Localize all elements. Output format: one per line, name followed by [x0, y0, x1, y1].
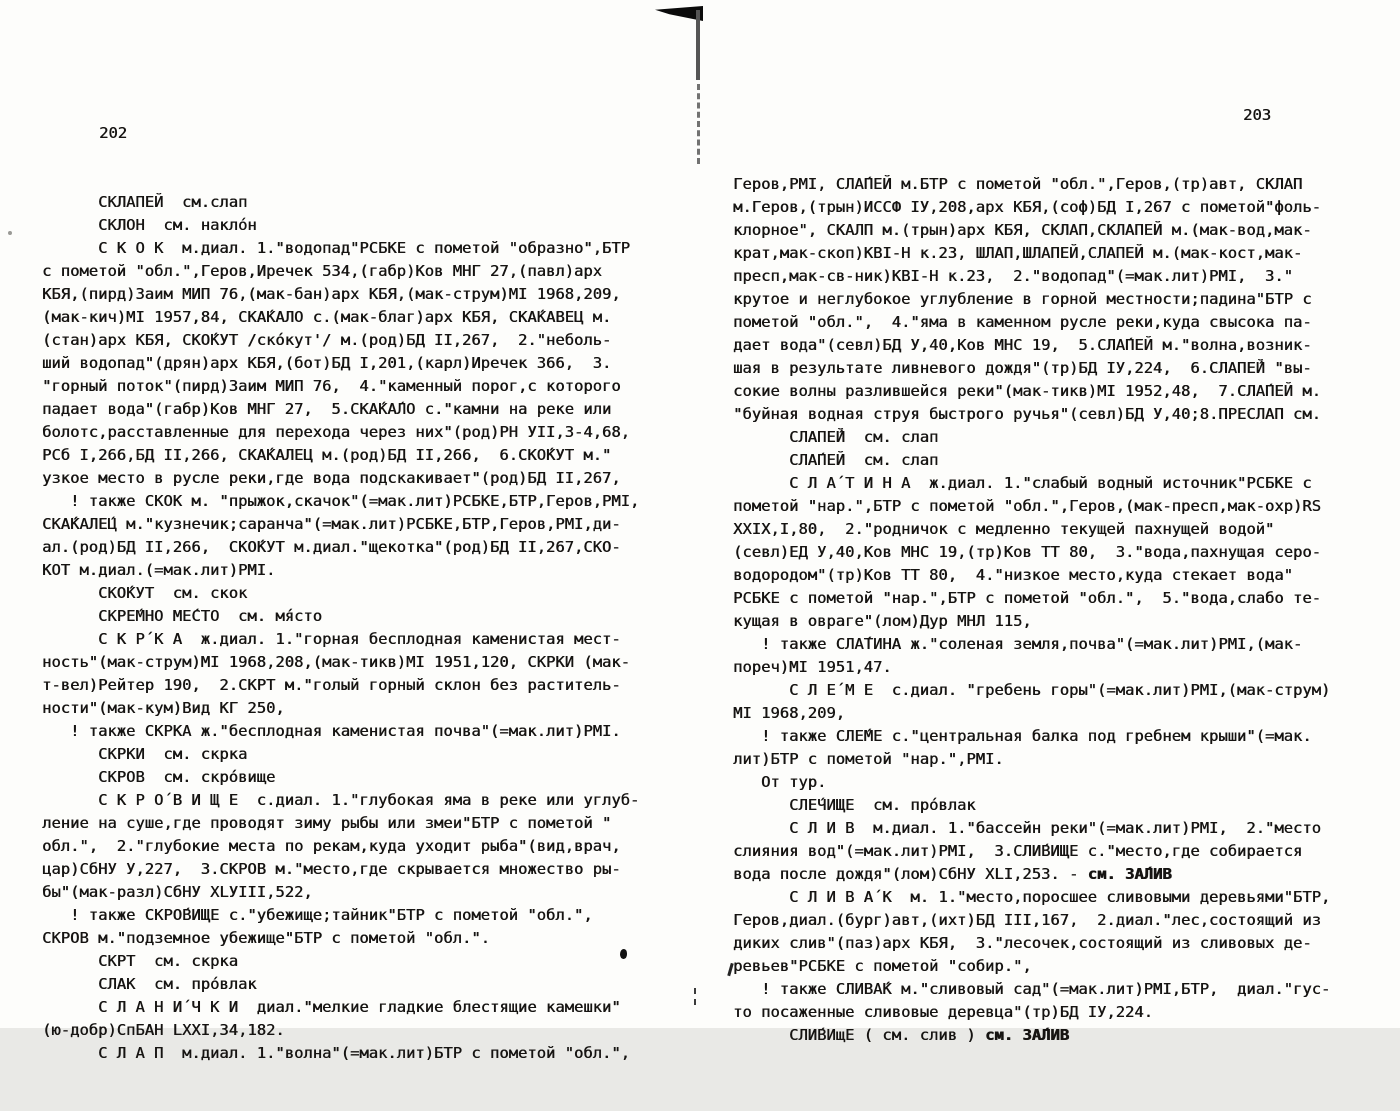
text-line: диких слив"(паз)арх КБЯ, 3."лесочек,состоящий из сливовых де- — [733, 934, 1312, 952]
right-page-text — [733, 173, 1369, 1047]
left-page-number: 202 — [99, 124, 127, 142]
text-line: СЛА́ПЕЙ см. слап — [733, 451, 939, 469]
text-line: падает вода"(габр)Ков МНГ 27, 5.СКА́КА́ЛО с."камни на реке или — [42, 400, 612, 418]
text-line: (ю-добр)СпБАН LXXI,34,182. — [42, 1021, 285, 1039]
bold-text-segment: см. ЗА́ЛИВ — [1087, 865, 1172, 883]
text-line: крутое и неглубокое углубление в горной местности;падина"БТР с — [733, 290, 1312, 308]
scan-fold-dashes-artifact — [697, 84, 700, 164]
text-segment: вода после дождя"(лом)СбНУ ХLI,253. - — [733, 865, 1088, 883]
text-line: ность"(мак-струм)МI 1968,208,(мак-тикв)МI 1951,120, СКРКИ (мак- — [42, 653, 630, 671]
text-line: ! также СЛЕ́МЕ с."центральная балка под гребнем крыши"(=мак. — [733, 727, 1312, 745]
text-line: (мак-кич)МI 1957,84, СКА́КАЛО с.(мак-благ)арх КБЯ, СКА́КАВЕЦ м. — [42, 308, 612, 326]
text-line: лит)БТР с пометой "нар.",РМI. — [733, 750, 1004, 768]
text-line: С К Р́ К А ж.диал. 1."горная бесплодная каменистая мест- — [42, 630, 621, 648]
text-line: СКРОВ м."подземное убежище"БТР с пометой "обл.". — [42, 929, 490, 947]
text-line: ! также СЛИВА́К м."сливовый сад"(=мак.лит)РМI,БТР, диал."гус- — [733, 980, 1331, 998]
text-line: СКО́КУТ см. скок — [42, 584, 248, 602]
right-page-column — [733, 58, 1369, 1093]
text-segment: СЛИ́ВИщЕ ( см. слив ) — [733, 1026, 985, 1044]
text-line: С Л И В м.диал. 1."бассейн реки"(=мак.лит)РМI, 2."место — [733, 819, 1321, 837]
text-line: С Л И В А́ К м. 1."место,поросшее сливовыми деревьями"БТР, — [733, 888, 1331, 906]
text-line: СКЛОН см. накло́н — [42, 216, 257, 234]
text-line: пометой "обл.", 4."яма в каменном русле реки,куда свысока па- — [733, 313, 1312, 331]
text-line: кущая в овраге"(лом)Дур МНЛ 115, — [733, 612, 1032, 630]
text-line: м.Геров,(трын)ИССФ IУ,208,арх КБЯ,(соф)БД I,267 с пометой"фоль- — [733, 198, 1321, 216]
text-line: дает вода"(севл)БД У,40,Ков МНС 19, 5.СЛА́ПЕЙ м."волна,возник- — [733, 336, 1312, 354]
text-line: СКРКИ см. скрка — [42, 745, 248, 763]
text-line: XXIX,I,80, 2."родничок с медленно текущей пахнущей водой" — [733, 520, 1275, 538]
text-line: пометой "нар.",БТР с пометой "обл.",Геров,(мак-пресп,мак-охр)RS — [733, 497, 1321, 515]
text-line: цар)СбНУ У,227, 3.СКРОВ м."место,где скрывается множество ры- — [42, 860, 621, 878]
text-line: ление на суше,где проводят зиму рыбы или змеи"БТР с пометой " — [42, 814, 612, 832]
text-line: КБЯ,(пирд)Заим МИП 76,(мак-бан)арх КБЯ,(мак-струм)МI 1968,209, — [42, 285, 621, 303]
text-line: т-вел)Рейтер 190, 2.СКРТ м."голый горный склон без раститель- — [42, 676, 621, 694]
scan-speck-artifact — [8, 231, 12, 235]
left-page-text — [42, 191, 670, 1065]
text-line: ревьев"РСБКЕ с пометой "собир.", — [733, 957, 1032, 975]
text-line: водородом"(тр)Ков ТТ 80, 4."низкое место,куда стекает вода" — [733, 566, 1293, 584]
text-line: ! также СЛА́ТИНА ж."соленая земля,почва"(=мак.лит)РМI,(мак- — [733, 635, 1303, 653]
text-line: СКА́КАЛЕ́Ц м."кузнечик;саранча"(=мак.лит)РСБКЕ,БТР,Геров,РМI,ди- — [42, 515, 621, 533]
text-line: С Л А П м.диал. 1."волна"(=мак.лит)БТР с пометой "обл.", — [42, 1044, 630, 1062]
text-line: С Л Е́ М Е с.диал. "гребень горы"(=мак.лит)РМI,(мак-струм) — [733, 681, 1331, 699]
text-line: (стан)арх КБЯ, СКО́КУТ /ско́кут'/ м.(род)БД II,267, 2."неболь- — [42, 331, 612, 349]
text-line: ности"(мак-кум)Вид КГ 250, — [42, 699, 285, 717]
text-line: Геров,диал.(бург)авт,(ихт)БД III,167, 2.диал."лес,состоящий из — [733, 911, 1321, 929]
text-line: СЛЕ́ЧИЩЕ см. про́влак — [733, 796, 976, 814]
text-line: С Л А́ Т И Н А ж.диал. 1."слабый водный источник"РСБКЕ с — [733, 474, 1312, 492]
text-line: ! также СКРО́ВИЩЕ с."убежище;тайник"БТР с пометой "обл.", — [42, 906, 593, 924]
text-line: пресп,мак-св-ник)КВI-Н к.23, 2."водопад"(=мак.лит)РМI, 3." — [733, 267, 1293, 285]
text-line: РСб I,266,БД II,266, СКА́КАЛЕЦ м.(род)БД II,266, 6.СКО́КУТ м." — [42, 446, 612, 464]
text-line: болотс,расставленные для перехода через них"(род)РН УII,3-4,68, — [42, 423, 630, 441]
text-line: С К О К м.диал. 1."водопад"РСБКЕ с пометой "образно",БТР — [42, 239, 630, 257]
text-line: бы"(мак-разл)СбНУ ХLУIII,522, — [42, 883, 313, 901]
text-line: РСБКЕ с пометой "нар.",БТР с пометой "обл.", 5."вода,слабо те- — [733, 589, 1321, 607]
text-line: то посаженные сливовые деревца"(тр)БД IУ,224. — [733, 1003, 1153, 1021]
text-line: сокие волны разлившейся реки"(мак-тикв)МI 1952,48, 7.СЛА́ПЕЙ м. — [733, 382, 1321, 400]
text-line: слияния вод"(=мак.лит)РМI, 3.СЛИ́ВИЩЕ с."место,где собирается — [733, 842, 1303, 860]
text-line — [733, 863, 1369, 886]
text-line: Геров,РМI, СЛА́ПЕЙ м.БТР с пометой "обл.",Геров,(тр)авт, СКЛАП — [733, 175, 1303, 193]
text-line: узкое место в русле реки,где вода подскакивает"(род)БД II,267, — [42, 469, 621, 487]
text-line: СКРЕ́МНО МЕ́СТО см. мя́сто — [42, 607, 322, 625]
scan-fold-line-artifact — [696, 10, 700, 80]
text-line: МI 1968,209, — [733, 704, 845, 722]
text-line: ший водопад"(дрян)арх КБЯ,(бот)БД I,201,(карл)Иречек 366, 3. — [42, 354, 612, 372]
bold-text-segment: см. ЗА́ЛИВ — [984, 1026, 1069, 1044]
text-line: "горный поток"(пирд)Заим МИП 76, 4."каменный порог,с которого — [42, 377, 621, 395]
text-line: КОТ м.диал.(=мак.лит)РМI. — [42, 561, 276, 579]
left-page-column — [42, 76, 670, 1111]
text-line: клорное", СКАЛП м.(трын)арх КБЯ, СКЛАП,СКЛАПЕЙ м.(мак-вод,мак- — [733, 221, 1312, 239]
text-line: СКЛАПЕЙ см.слап — [42, 193, 248, 211]
text-line: пореч)МI 1951,47. — [733, 658, 892, 676]
text-line: (севл)ЕД У,40,Ков МНС 19,(тр)Ков ТТ 80, 3."вода,пахнущая серо- — [733, 543, 1321, 561]
scan-tick-mark-artifact — [694, 988, 696, 1005]
text-line: От тур. — [733, 773, 827, 791]
text-line: С К Р О́ В И Щ Е с.диал. 1."глубокая яма в реке или углуб- — [42, 791, 640, 809]
text-line — [733, 1024, 1369, 1047]
text-line: ал.(род)БД II,266, СКО́КУТ м.диал."щекотка"(род)БД II,267,СКО- — [42, 538, 621, 556]
text-line: С Л А Н И́ Ч К И диал."мелкие гладкие блестящие камешки" — [42, 998, 621, 1016]
text-line: крат,мак-скоп)КВI-Н к.23, ШЛАП,ШЛАПЕЙ,СЛАПЕЙ м.(мак-кост,мак- — [733, 244, 1303, 262]
text-line: СКРТ см. скрка — [42, 952, 238, 970]
text-line: "буйная водная струя быстрого ручья"(севл)БД У,40;8.ПРЕСЛАП см. — [733, 405, 1321, 423]
text-line: ! также СКОК м. "прыжок,скачок"(=мак.лит)РСБКЕ,БТР,Геров,РМI, — [42, 492, 640, 510]
text-line: СЛАК см. про́влак — [42, 975, 257, 993]
text-line: обл.", 2."глубокие места по рекам,куда уходит рыба"(вид,врач, — [42, 837, 621, 855]
right-page-number: 203 — [1243, 106, 1271, 124]
text-line: СЛАПЕ́Й см. слап — [733, 428, 939, 446]
text-line: СКРОВ см. скро́вище — [42, 768, 276, 786]
text-line: ! также СКРКА ж."бесплодная каменистая почва"(=мак.лит)РМI. — [42, 722, 621, 740]
text-line: шая в результате ливневого дождя"(тр)БД IУ,224, 6.СЛАПЕ́Й "вы- — [733, 359, 1312, 377]
text-line: с пометой "обл.",Геров,Иречек 534,(габр)Ков МНГ 27,(павл)арх — [42, 262, 602, 280]
